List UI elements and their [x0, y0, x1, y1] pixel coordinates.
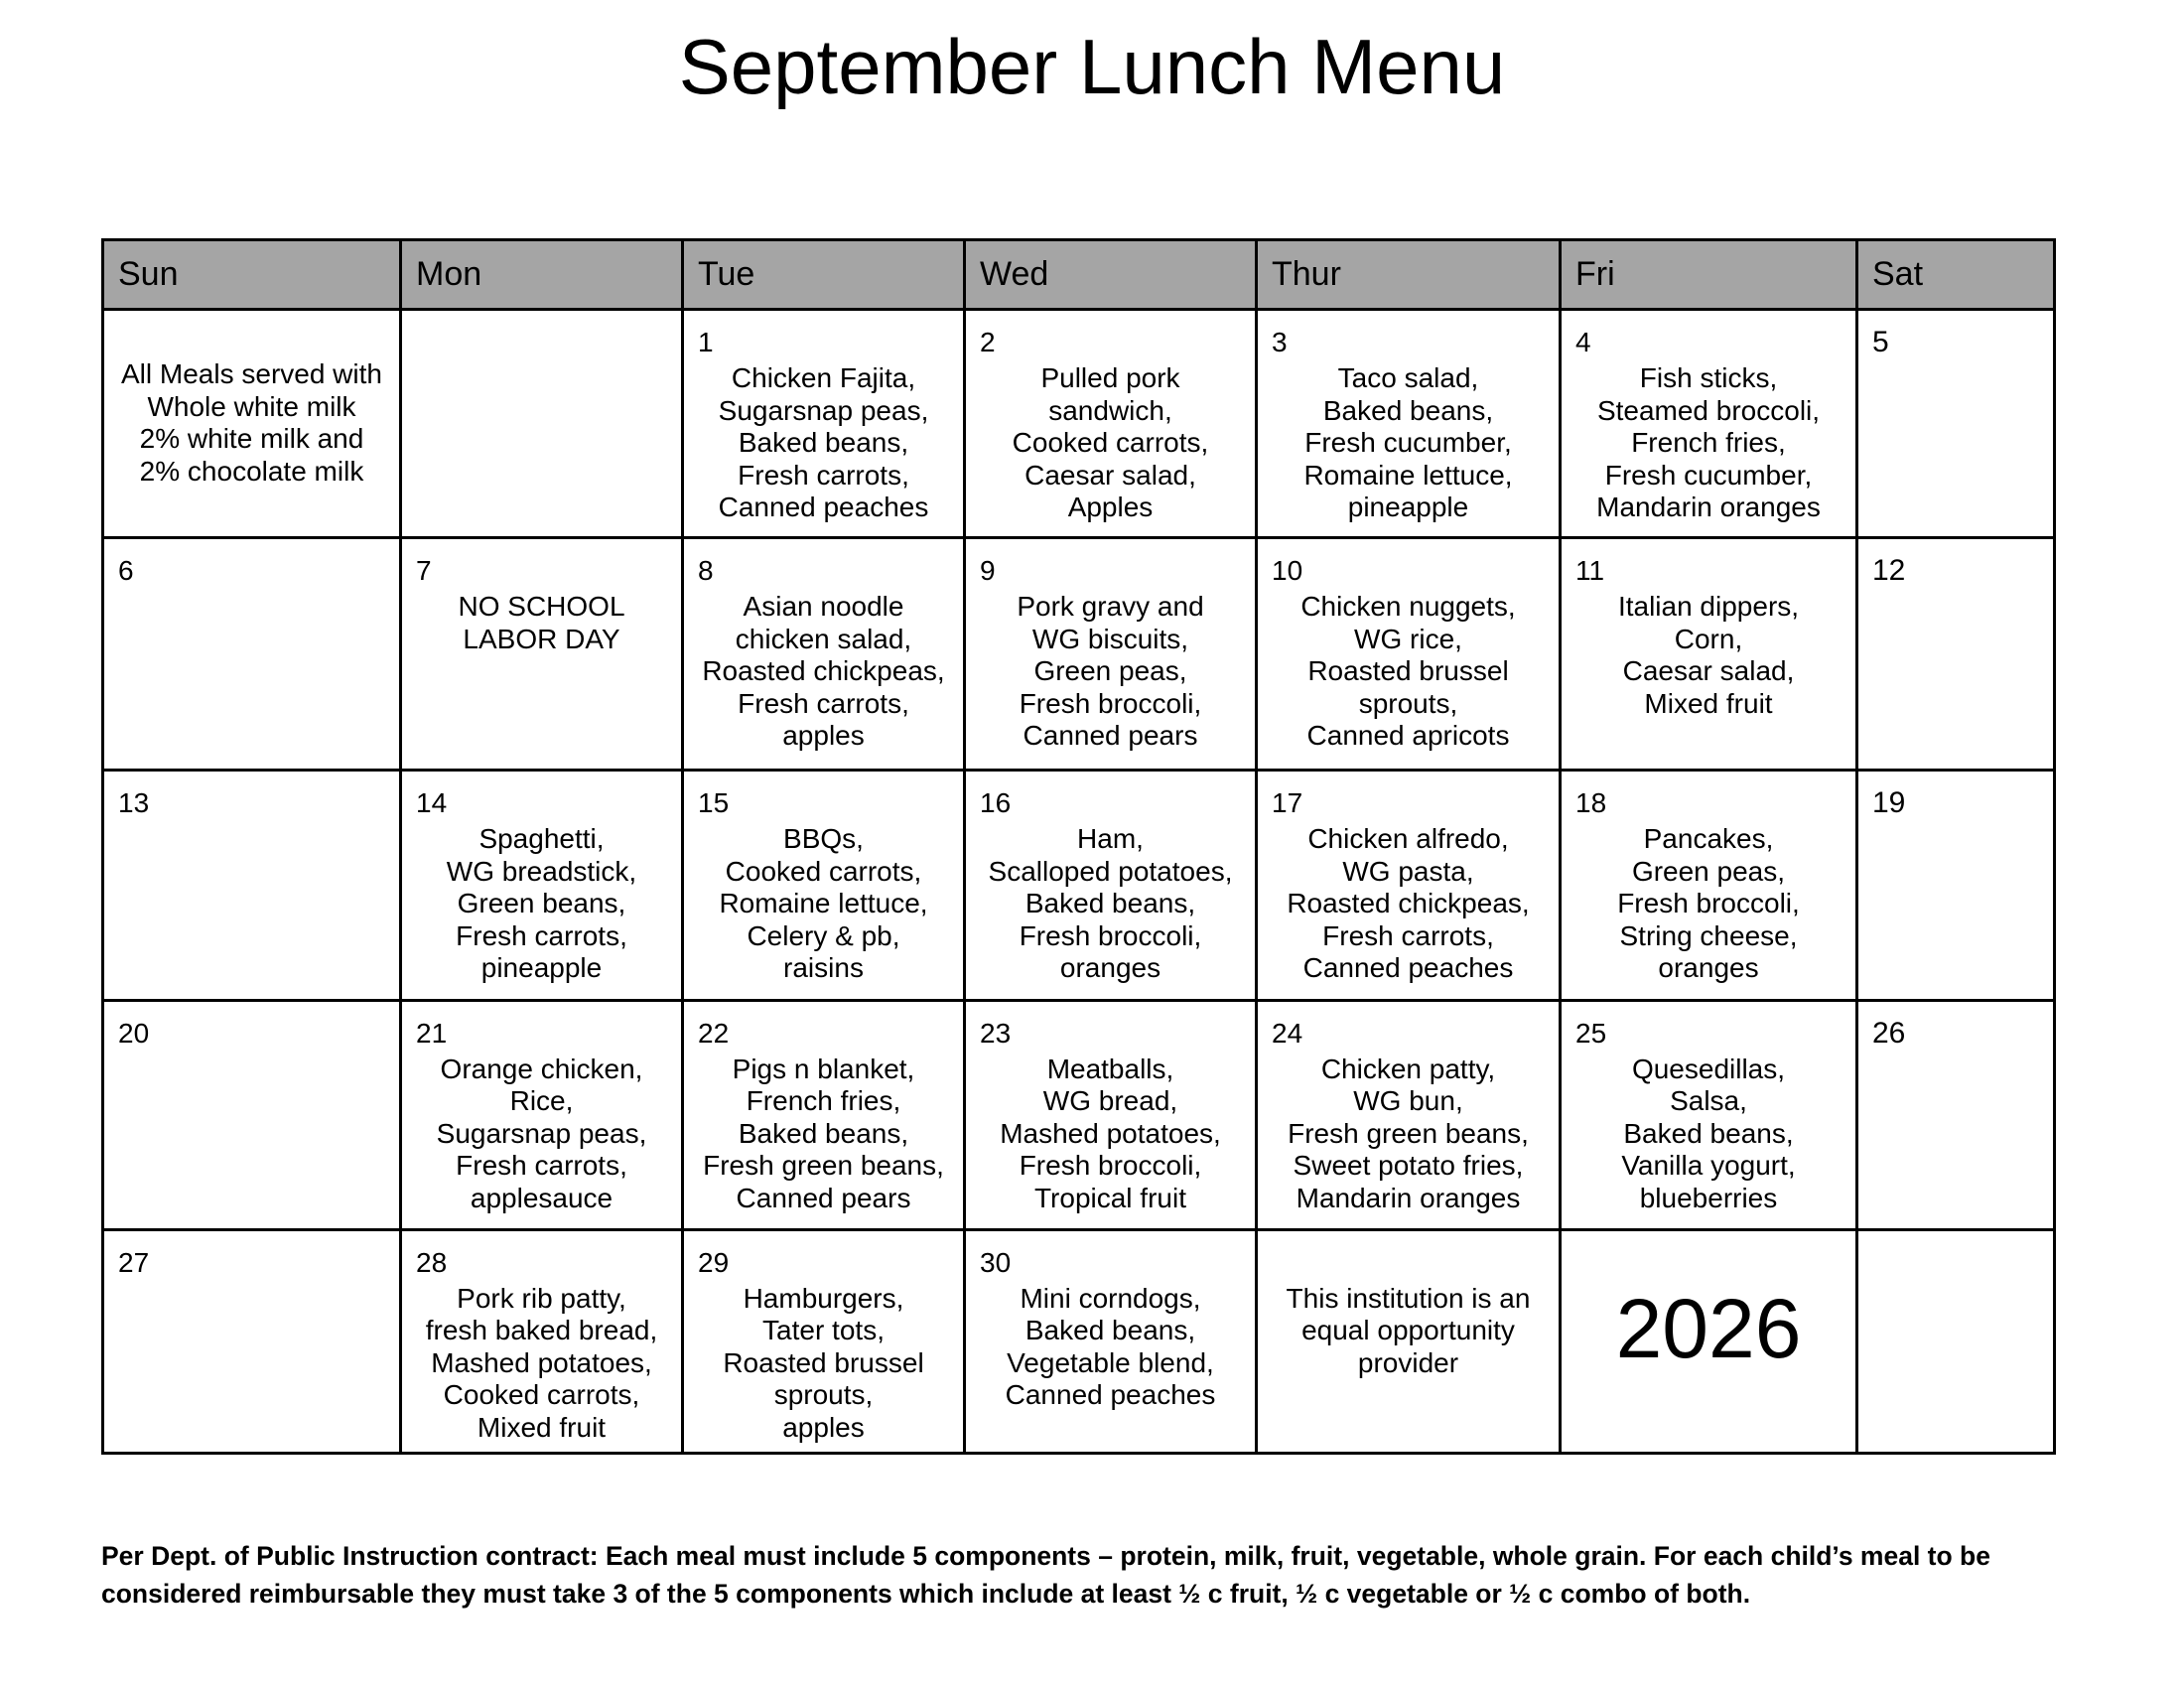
- menu-line: NO SCHOOL: [458, 591, 625, 623]
- menu-line: pineapple: [1347, 492, 1469, 522]
- menu-line: Vegetable blend,: [1007, 1346, 1214, 1378]
- day-cell-content: [104, 1002, 399, 1228]
- day-cell-content: [684, 539, 963, 769]
- menu-line: Mandarin oranges: [1296, 1182, 1521, 1213]
- day-cell: [401, 771, 683, 1000]
- menu-line: Fresh broccoli,: [1019, 919, 1202, 951]
- day-number: 24: [1272, 1017, 1303, 1049]
- day-cell-content: [1258, 539, 1559, 769]
- menu-line: WG bun,: [1353, 1085, 1463, 1117]
- day-cell: [401, 1000, 683, 1229]
- menu-line: Celery & pb,: [747, 919, 900, 951]
- day-cell: [401, 538, 683, 771]
- menu-line: Fresh carrots,: [456, 919, 627, 951]
- day-number: 28: [416, 1246, 448, 1278]
- day-cell: [965, 1229, 1257, 1453]
- day-cell: [103, 771, 401, 1000]
- menu-items: [684, 539, 963, 753]
- menu-line: Mashed potatoes,: [1000, 1117, 1221, 1149]
- menu-line: Steamed broccoli,: [1596, 394, 1821, 426]
- menu-line: apples: [782, 720, 865, 752]
- day-cell: [1257, 310, 1561, 538]
- menu-line: Baked beans,: [1024, 1315, 1196, 1346]
- menu-line: applesauce: [470, 1182, 614, 1213]
- day-cell-content: [1258, 1231, 1559, 1452]
- menu-line: LABOR DAY: [463, 623, 620, 654]
- menu-line: chicken salad,: [735, 623, 912, 654]
- day-cell-content: [104, 539, 399, 769]
- menu-line: Italian dippers,: [1617, 591, 1800, 623]
- day-number: 14: [416, 787, 448, 819]
- day-cell: [1561, 538, 1857, 771]
- menu-line: All Meals served with: [121, 358, 382, 389]
- day-cell-content: [402, 1002, 681, 1228]
- day-cell-content: [1562, 311, 1855, 536]
- menu-line: WG bread,: [1042, 1085, 1178, 1117]
- menu-items: [1258, 539, 1559, 753]
- day-number: 19: [1872, 786, 1906, 820]
- day-cell: [103, 1000, 401, 1229]
- menu-line: Fresh broccoli,: [1019, 687, 1202, 719]
- day-cell-content: [1258, 1002, 1559, 1228]
- week-row: [103, 538, 2055, 771]
- menu-line: Fresh carrots,: [738, 687, 909, 719]
- day-cell: [965, 310, 1257, 538]
- day-cell-content: [966, 772, 1255, 998]
- menu-line: equal opportunity: [1301, 1315, 1515, 1346]
- day-cell: [103, 310, 401, 538]
- day-cell-content: [684, 1231, 963, 1452]
- milk-note: [104, 311, 399, 488]
- menu-items: [402, 539, 681, 655]
- weekday-fri: Fri: [1561, 240, 1857, 310]
- menu-line: Chicken nuggets,: [1300, 591, 1516, 623]
- menu-line: Canned peaches: [1302, 952, 1514, 984]
- menu-line: Pulled pork: [1040, 362, 1180, 393]
- menu-line: Spaghetti,: [478, 823, 605, 855]
- menu-line: Baked beans,: [1322, 394, 1494, 426]
- day-cell: [1561, 1229, 1857, 1453]
- day-number: 13: [118, 787, 150, 819]
- day-cell: [683, 771, 965, 1000]
- day-cell-content: [402, 539, 681, 769]
- day-cell-content: [1562, 772, 1855, 998]
- weekday-thur: Thur: [1257, 240, 1561, 310]
- day-cell-content: [104, 311, 399, 536]
- menu-line: Mixed fruit: [477, 1411, 607, 1443]
- day-cell-content: [1258, 772, 1559, 998]
- menu-line: Apples: [1067, 492, 1154, 522]
- day-cell: [1257, 1000, 1561, 1229]
- menu-items: [1258, 772, 1559, 985]
- menu-line: Cooked carrots,: [443, 1379, 640, 1411]
- weekday-header-row: [103, 240, 2055, 310]
- day-number: 4: [1575, 327, 1591, 357]
- menu-line: Cooked carrots,: [725, 855, 922, 887]
- menu-line: Mini corndogs,: [1020, 1282, 1201, 1314]
- menu-line: Fish sticks,: [1639, 362, 1778, 393]
- menu-line: Fresh broccoli,: [1019, 1150, 1202, 1182]
- menu-line: Tropical fruit: [1033, 1182, 1186, 1213]
- day-number: 17: [1272, 787, 1303, 819]
- menu-line: sandwich,: [1048, 394, 1172, 426]
- menu-line: Scalloped potatoes,: [988, 855, 1233, 887]
- day-number: 15: [698, 787, 730, 819]
- menu-line: Whole white milk: [147, 390, 356, 422]
- day-number: 18: [1575, 787, 1607, 819]
- menu-line: String cheese,: [1619, 919, 1798, 951]
- menu-line: Fresh carrots,: [738, 459, 909, 491]
- day-cell-content: [684, 772, 963, 998]
- day-cell: [1857, 1229, 2055, 1453]
- week-row: [103, 310, 2055, 538]
- day-cell-content: [1858, 772, 2053, 998]
- menu-line: Fresh carrots,: [456, 1150, 627, 1182]
- menu-line: Sweet potato fries,: [1293, 1150, 1524, 1182]
- menu-line: Asian noodle: [743, 591, 904, 623]
- day-cell-content: [402, 772, 681, 998]
- menu-line: Fresh green beans,: [1288, 1117, 1529, 1149]
- menu-line: Tater tots,: [762, 1315, 885, 1346]
- day-number: 8: [698, 555, 714, 587]
- menu-line: BBQs,: [783, 823, 864, 855]
- day-cell: [965, 1000, 1257, 1229]
- day-cell: [683, 310, 965, 538]
- menu-line: oranges: [1658, 952, 1759, 984]
- menu-line: French fries,: [1631, 427, 1786, 458]
- menu-line: pineapple: [480, 952, 603, 984]
- footer-note: Per Dept. of Public Instruction contract: Each meal must include 5 components – protein, milk, fruit, vegetable, whole grain. For each child’s meal to be considered reimbursable they must take 3 of the 5 components which include at least ½ c fruit, ½ c vegetable or ½ c combo of both.: [101, 1541, 1990, 1609]
- menu-items: [966, 539, 1255, 753]
- day-cell: [401, 1229, 683, 1453]
- day-cell-content: [104, 772, 399, 998]
- menu-line: Meatballs,: [1046, 1053, 1174, 1084]
- day-cell-content: [1858, 1002, 2053, 1228]
- menu-line: Quesedillas,: [1631, 1053, 1786, 1084]
- menu-line: Pork gravy and: [1017, 591, 1204, 623]
- menu-line: Hamburgers,: [743, 1282, 904, 1314]
- menu-items: [1562, 539, 1855, 720]
- menu-line: oranges: [1059, 952, 1161, 984]
- day-cell: [1257, 771, 1561, 1000]
- menu-line: Romaine lettuce,: [1303, 459, 1513, 491]
- menu-line: apples: [782, 1411, 865, 1443]
- page-title: September Lunch Menu: [678, 23, 1506, 110]
- day-cell: [1561, 1000, 1857, 1229]
- day-cell: [683, 1229, 965, 1453]
- menu-line: Canned peaches: [1005, 1379, 1216, 1411]
- menu-line: Roasted brussel: [1307, 655, 1509, 687]
- menu-line: Caesar salad,: [1024, 459, 1196, 491]
- menu-line: blueberries: [1639, 1182, 1778, 1213]
- menu-line: Roasted chickpeas,: [1287, 888, 1530, 919]
- day-number: 12: [1872, 554, 1906, 588]
- weekday-mon: Mon: [401, 240, 683, 310]
- day-cell: [1857, 310, 2055, 538]
- menu-items: [1562, 311, 1855, 524]
- menu-line: Rice,: [509, 1085, 574, 1117]
- day-cell: [103, 538, 401, 771]
- menu-line: French fries,: [746, 1085, 901, 1117]
- menu-line: Fresh cucumber,: [1604, 459, 1813, 491]
- menu-line: Pork rib patty,: [457, 1282, 626, 1314]
- menu-line: Chicken Fajita,: [731, 362, 916, 393]
- menu-line: Canned pears: [1023, 720, 1198, 752]
- equal-opportunity-note: [1258, 1231, 1559, 1380]
- day-number: 1: [698, 327, 714, 357]
- calendar-grid: [101, 238, 2056, 1455]
- day-number: 29: [698, 1246, 730, 1278]
- day-number: 22: [698, 1017, 730, 1049]
- menu-line: Mixed fruit: [1644, 687, 1773, 719]
- menu-items: [966, 311, 1255, 524]
- menu-line: Fresh broccoli,: [1617, 888, 1800, 919]
- day-cell-content: [684, 1002, 963, 1228]
- menu-line: sprouts,: [1358, 687, 1458, 719]
- day-number: 2: [980, 327, 996, 357]
- day-number: 5: [1872, 326, 1889, 358]
- day-cell: [103, 1229, 401, 1453]
- menu-line: Sugarsnap peas,: [718, 394, 929, 426]
- day-cell-content: [966, 1002, 1255, 1228]
- menu-line: Fresh cucumber,: [1304, 427, 1512, 458]
- menu-items: [684, 311, 963, 524]
- day-number: 6: [118, 555, 134, 587]
- menu-line: 2% white milk and: [139, 423, 364, 454]
- menu-line: Taco salad,: [1337, 362, 1479, 393]
- day-number: 25: [1575, 1017, 1607, 1049]
- menu-line: Orange chicken,: [440, 1053, 643, 1084]
- menu-line: WG breadstick,: [446, 855, 637, 887]
- menu-line: Romaine lettuce,: [719, 888, 928, 919]
- day-cell-content: [1258, 311, 1559, 536]
- day-number: 11: [1575, 555, 1605, 587]
- menu-line: raisins: [783, 952, 864, 984]
- day-number: 20: [118, 1017, 150, 1049]
- menu-line: WG biscuits,: [1031, 623, 1189, 654]
- day-number: 27: [118, 1246, 150, 1278]
- day-cell-content: [402, 1231, 681, 1452]
- weekday-sat: Sat: [1857, 240, 2055, 310]
- year-label: 2026: [1615, 1281, 1802, 1375]
- menu-line: Canned peaches: [718, 492, 929, 522]
- day-number: 7: [416, 555, 432, 587]
- weekday-tue: Tue: [683, 240, 965, 310]
- day-cell-content: [1562, 1231, 1855, 1452]
- week-row: [103, 1229, 2055, 1453]
- day-cell-content: [1858, 311, 2053, 536]
- menu-line: Baked beans,: [1024, 888, 1196, 919]
- menu-line: Ham,: [1077, 823, 1144, 855]
- menu-items: [1258, 1002, 1559, 1215]
- day-cell-content: [966, 539, 1255, 769]
- menu-line: Mandarin oranges: [1596, 492, 1821, 522]
- menu-line: Corn,: [1674, 623, 1743, 654]
- menu-line: Canned pears: [736, 1182, 911, 1213]
- day-cell: [1857, 771, 2055, 1000]
- menu-items: [1258, 311, 1559, 524]
- weekday-wed: Wed: [965, 240, 1257, 310]
- weekday-sun: Sun: [103, 240, 401, 310]
- day-cell-content: [684, 311, 963, 536]
- menu-line: Baked beans,: [738, 427, 909, 458]
- menu-line: Green peas,: [1631, 855, 1786, 887]
- menu-line: fresh baked bread,: [425, 1315, 658, 1346]
- menu-line: Chicken patty,: [1320, 1053, 1496, 1084]
- day-cell-content: [104, 1231, 399, 1452]
- menu-line: Sugarsnap peas,: [436, 1117, 647, 1149]
- week-row: [103, 1000, 2055, 1229]
- day-number: 21: [416, 1017, 448, 1049]
- day-cell: [1257, 538, 1561, 771]
- menu-line: provider: [1357, 1346, 1459, 1378]
- menu-line: WG pasta,: [1342, 855, 1474, 887]
- menu-line: Roasted brussel: [723, 1346, 924, 1378]
- menu-line: Salsa,: [1670, 1085, 1747, 1117]
- day-cell-content: [966, 311, 1255, 536]
- day-number: 23: [980, 1017, 1012, 1049]
- day-cell: [965, 771, 1257, 1000]
- day-number: 9: [980, 555, 996, 587]
- menu-line: 2% chocolate milk: [139, 455, 364, 487]
- week-row: [103, 771, 2055, 1000]
- menu-line: Vanilla yogurt,: [1621, 1150, 1796, 1182]
- menu-line: sprouts,: [773, 1379, 874, 1411]
- day-cell: [1857, 538, 2055, 771]
- day-cell-content: [402, 311, 681, 536]
- menu-line: Baked beans,: [1623, 1117, 1794, 1149]
- day-number: 30: [980, 1246, 1012, 1278]
- day-number: 3: [1272, 327, 1288, 357]
- day-cell: [1561, 771, 1857, 1000]
- day-cell: [401, 310, 683, 538]
- day-cell-content: [1858, 539, 2053, 769]
- day-cell: [1561, 310, 1857, 538]
- day-cell-content: [1562, 539, 1855, 769]
- day-cell: [965, 538, 1257, 771]
- menu-line: Baked beans,: [738, 1117, 909, 1149]
- menu-line: Fresh green beans,: [703, 1150, 944, 1182]
- day-cell-content: [966, 1231, 1255, 1452]
- day-cell: [1857, 1000, 2055, 1229]
- menu-line: Pancakes,: [1643, 823, 1774, 855]
- day-number: 16: [980, 787, 1012, 819]
- menu-line: Green peas,: [1033, 655, 1187, 687]
- day-number: 26: [1872, 1016, 1906, 1050]
- menu-line: Fresh carrots,: [1322, 919, 1494, 951]
- menu-line: Mashed potatoes,: [431, 1346, 652, 1378]
- day-cell-content: [1562, 1002, 1855, 1228]
- day-cell-content: [1858, 1231, 2053, 1452]
- day-cell: [683, 538, 965, 771]
- menu-line: This institution is an: [1286, 1282, 1531, 1314]
- menu-line: Chicken alfredo,: [1307, 823, 1509, 855]
- menu-line: Cooked carrots,: [1012, 427, 1209, 458]
- menu-line: Roasted chickpeas,: [702, 655, 945, 687]
- menu-line: Caesar salad,: [1622, 655, 1795, 687]
- menu-line: Canned apricots: [1306, 720, 1510, 752]
- day-number: 10: [1272, 555, 1303, 587]
- day-cell: [1257, 1229, 1561, 1453]
- menu-line: Pigs n blanket,: [732, 1053, 915, 1084]
- menu-line: Green beans,: [457, 888, 626, 919]
- day-cell: [683, 1000, 965, 1229]
- menu-line: WG rice,: [1354, 623, 1462, 654]
